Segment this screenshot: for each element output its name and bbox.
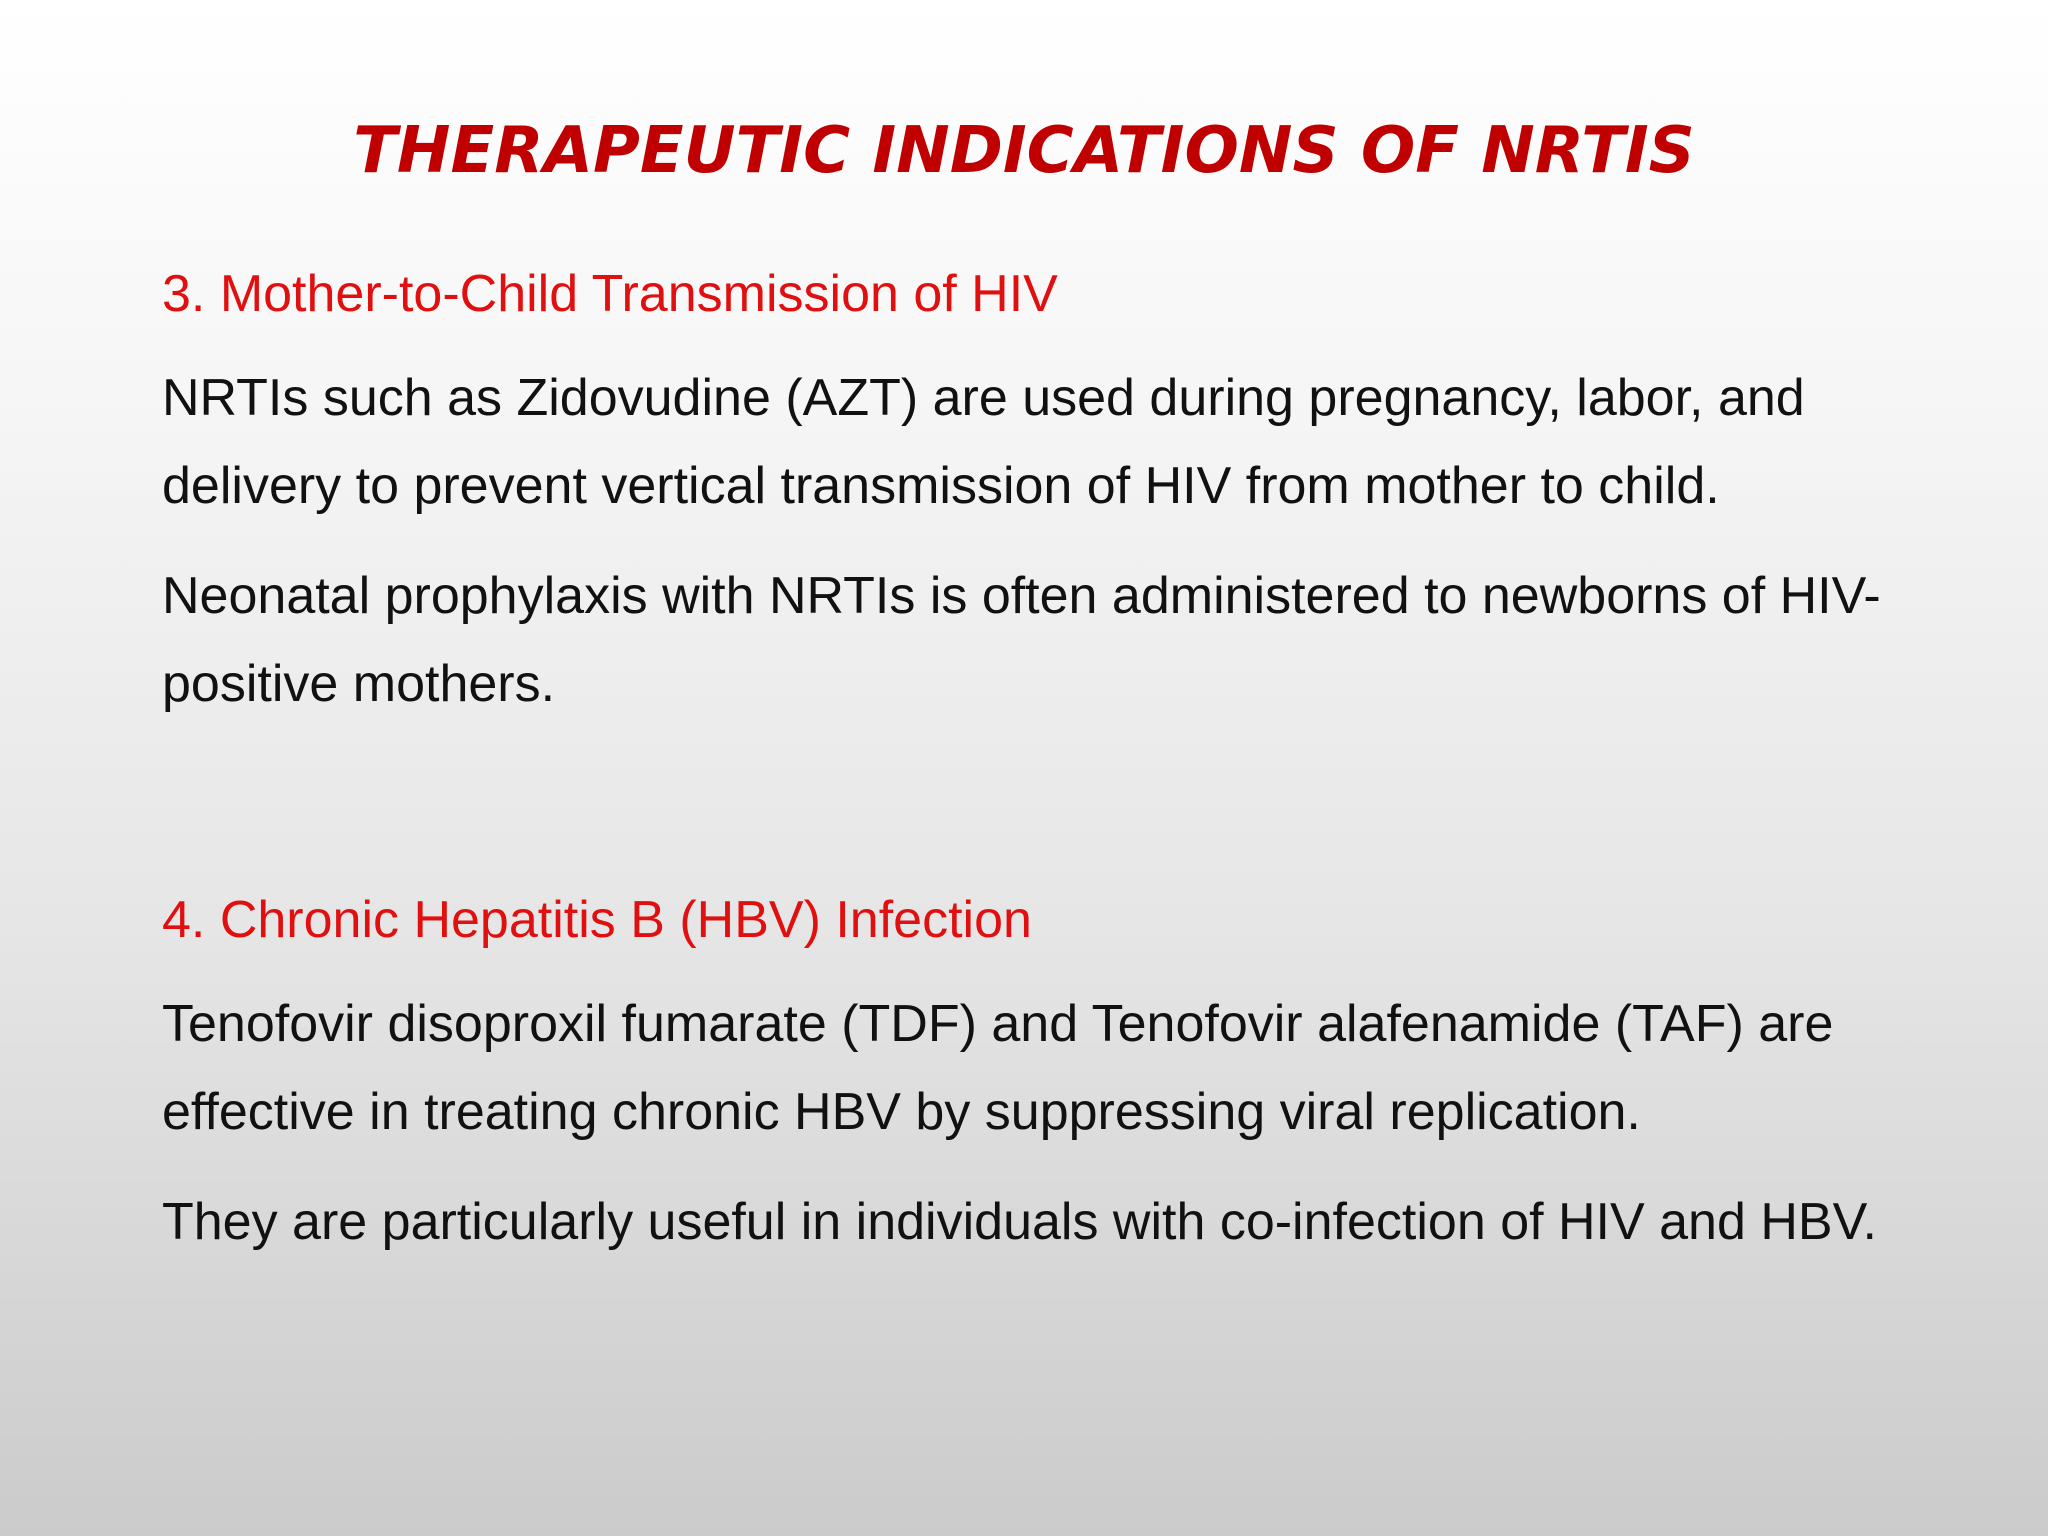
slide-title: THERAPEUTIC INDICATIONS OF NRTIS (353, 114, 1695, 188)
section-heading: 4. Chronic Hepatitis B (HBV) Infection (162, 891, 1032, 949)
paragraph: They are particularly useful in individuals with co-infection of HIV and HBV. (162, 1193, 1877, 1251)
section-hepatitis-b (162, 882, 1912, 1266)
section-heading: 3. Mother-to-Child Transmission of HIV (162, 265, 1058, 323)
slide-content (162, 256, 1912, 1288)
paragraph: Tenofovir disoproxil fumarate (TDF) and Tenofovir alafenamide (TAF) are effective in treating chronic HBV by suppressing viral replication. (162, 995, 1834, 1141)
paragraph: Neonatal prophylaxis with NRTIs is often administered to newborns of HIV-positive mothers. (162, 567, 1881, 713)
section-mother-to-child (162, 256, 1912, 728)
section-spacer (162, 750, 1912, 882)
paragraph: NRTIs such as Zidovudine (AZT) are used during pregnancy, labor, and delivery to prevent vertical transmission of HIV from mother to child. (162, 369, 1805, 515)
